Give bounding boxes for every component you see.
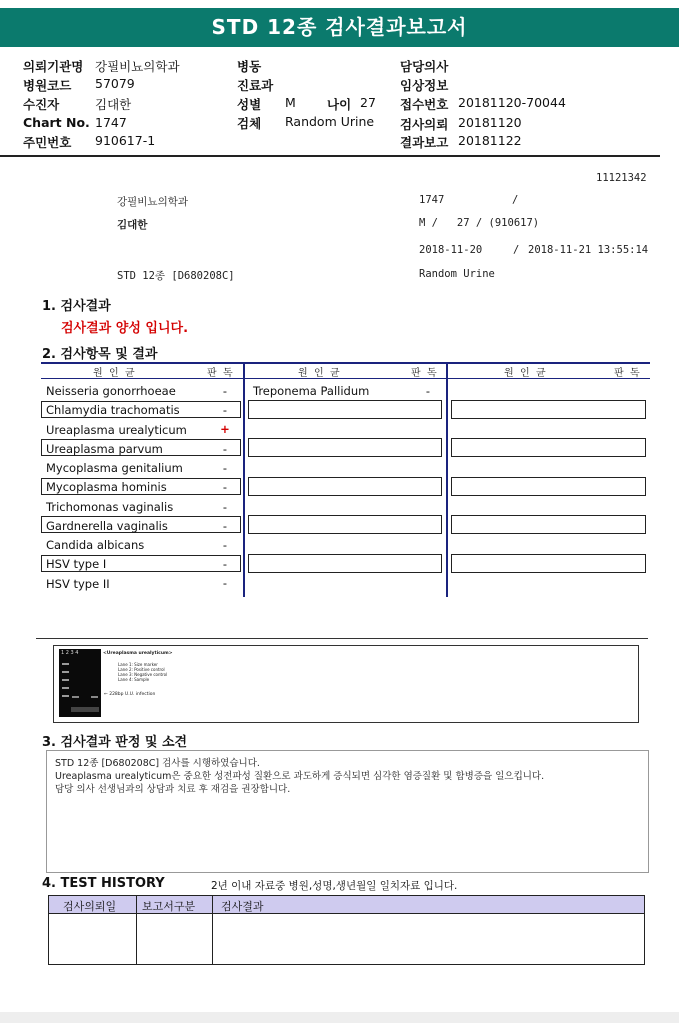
hdr-clinical-label: 임상정보 <box>400 78 449 93</box>
gel-legend-line: Lane 3: Negative control <box>118 672 168 677</box>
hdr-patient-label: 수진자 <box>23 97 60 112</box>
gel-legend-line: Lane 1: Size marker <box>118 662 158 667</box>
hdr-report-label: 결과보고 <box>400 135 449 150</box>
organism-name: Chlamydia trachomatis <box>46 403 180 417</box>
info-patient: 김대한 <box>117 219 148 231</box>
empty-cell <box>248 438 442 457</box>
marker-band <box>62 679 69 681</box>
empty-cell <box>451 438 646 457</box>
organism-name: Mycoplasma hominis <box>46 480 167 494</box>
header-divider <box>0 155 660 157</box>
col-header-organism-1: 원 인 균 <box>93 368 135 379</box>
history-col-result: 검사결과 <box>221 900 264 913</box>
history-note: 2년 이내 자료중 병원,성명,생년월일 일치자료 입니다. <box>211 880 458 892</box>
info-slash: / <box>512 194 519 206</box>
hdr-code-label: 병원코드 <box>23 78 72 93</box>
hdr-rrn-label: 주민번호 <box>23 135 72 150</box>
primer-dimer <box>71 707 99 712</box>
empty-cell <box>451 477 646 496</box>
info-date-received: 2018-11-20 <box>419 244 483 256</box>
gel-legend-line: Lane 2: Positive control <box>118 667 165 672</box>
organism-name: Trichomonas vaginalis <box>46 500 174 514</box>
gel-image-frame <box>53 645 639 723</box>
history-table-header <box>49 896 644 914</box>
organism-name: Treponema Pallidum <box>253 384 370 398</box>
organism-result: - <box>222 461 228 475</box>
hdr-chart-value: 1747 <box>95 115 127 130</box>
empty-cell <box>451 515 646 534</box>
history-col-report-type: 보고서구분 <box>142 900 196 913</box>
report-title: STD 12종 검사결과보고서 <box>0 8 679 47</box>
info-hospital: 강필비뇨의학과 <box>117 196 189 208</box>
organism-result: - <box>222 576 228 590</box>
info-specimen: Random Urine <box>419 268 495 280</box>
organism-result-positive: + <box>220 422 230 436</box>
hdr-specimen-value: Random Urine <box>285 114 375 129</box>
organism-result: - <box>222 480 228 494</box>
gel-title: <Ureaplasma urealyticum> <box>103 651 173 656</box>
organism-name-positive: Ureaplasma urealyticum <box>46 423 187 437</box>
info-sex-age: M / 27 / (910617) <box>419 217 540 229</box>
info-id: 11121342 <box>596 172 647 184</box>
sample-band <box>91 696 98 698</box>
section-1-title: 1. 검사결과 <box>42 299 111 314</box>
info-chart: 1747 <box>419 194 445 206</box>
empty-cell <box>451 400 646 419</box>
organism-name: Candida albicans <box>46 538 145 552</box>
organism-result: - <box>222 519 228 533</box>
empty-cell <box>248 554 442 573</box>
hdr-hospital-value: 강필비뇨의학과 <box>95 59 180 74</box>
hdr-chart-label: Chart No. <box>23 115 90 130</box>
info-date-reported: 2018-11-21 13:55:14 <box>528 244 649 256</box>
organism-result: - <box>222 557 228 571</box>
hdr-report-value: 20181122 <box>458 133 522 148</box>
col-header-result-1: 판 독 <box>207 368 233 379</box>
organism-result: - <box>222 442 228 456</box>
positive-control-band <box>72 696 79 698</box>
gel-section-divider <box>36 638 648 639</box>
opinion-line: Ureaplasma urealyticum은 중요한 성전파성 질환으로 과도하게 증식되면 심각한 염증질환 및 합병증을 일으킵니다. <box>55 771 545 782</box>
col-header-organism-2: 원 인 균 <box>298 368 340 379</box>
gel-band-label: ← 228bp U.U. infection <box>104 692 156 697</box>
hdr-sex-label: 성별 <box>237 97 262 112</box>
history-table <box>48 895 645 965</box>
info-date-slash: / <box>513 244 520 256</box>
organism-result: - <box>222 384 228 398</box>
hdr-accession-value: 20181120-70044 <box>458 95 566 110</box>
hdr-specimen-label: 검체 <box>237 116 262 131</box>
history-col-divider <box>212 896 213 964</box>
marker-band <box>62 663 69 665</box>
empty-cell <box>248 400 442 419</box>
organism-result: - <box>222 538 228 552</box>
gel-legend-line: Lane 4: Sample <box>118 677 150 682</box>
section-1-result: 검사결과 양성 입니다. <box>61 321 189 336</box>
organism-result: - <box>222 403 228 417</box>
hdr-age-label: 나이 <box>327 97 352 112</box>
organism-name: Ureaplasma parvum <box>46 442 163 456</box>
hdr-doctor-label: 담당의사 <box>400 59 449 74</box>
organism-name: Mycoplasma genitalium <box>46 461 183 475</box>
hdr-request-label: 검사의뢰 <box>400 117 449 132</box>
hdr-sex-value: M <box>285 95 296 110</box>
col-header-result-2: 판 독 <box>411 368 437 379</box>
organism-name: HSV type I <box>46 557 107 571</box>
marker-band <box>62 687 69 689</box>
history-col-divider <box>136 896 137 964</box>
hdr-patient-value: 김대한 <box>95 97 132 112</box>
opinion-line: STD 12종 [D680208C] 검사를 시행하였습니다. <box>55 758 260 769</box>
empty-cell <box>451 554 646 573</box>
section-3-title: 3. 검사결과 판정 및 소견 <box>42 735 188 750</box>
hdr-age-value: 27 <box>360 95 376 110</box>
info-test-name: STD 12종 [D680208C] <box>117 270 235 282</box>
opinion-box <box>46 750 649 873</box>
section-2-title: 2. 검사항목 및 결과 <box>42 347 158 362</box>
section-4-title: 4. TEST HISTORY <box>42 876 165 891</box>
gel-lane-numbers: 1 2 3 4 <box>61 650 79 656</box>
organism-name: Neisseria gonorrhoeae <box>46 384 176 398</box>
organism-name: Gardnerella vaginalis <box>46 519 168 533</box>
empty-cell <box>248 477 442 496</box>
organism-result: - <box>425 384 431 398</box>
results-grid-divider-1 <box>243 364 245 597</box>
hdr-ward-label: 병동 <box>237 59 262 74</box>
hdr-rrn-value: 910617-1 <box>95 133 156 148</box>
opinion-line: 담당 의사 선생님과의 상담과 치료 후 재검을 권장합니다. <box>55 784 291 795</box>
empty-cell <box>248 515 442 534</box>
organism-result: - <box>222 500 228 514</box>
results-grid-divider-2 <box>446 364 448 597</box>
hdr-accession-label: 접수번호 <box>400 97 449 112</box>
hdr-hospital-label: 의뢰기관명 <box>23 59 84 74</box>
organism-name: HSV type II <box>46 577 110 591</box>
marker-band <box>62 671 69 673</box>
gel-electrophoresis-image <box>59 649 101 717</box>
history-col-request-date: 검사의뢰일 <box>63 900 117 913</box>
hdr-dept-label: 진료과 <box>237 78 274 93</box>
col-header-result-3: 판 독 <box>614 368 640 379</box>
col-header-organism-3: 원 인 균 <box>504 368 546 379</box>
marker-band <box>62 695 69 697</box>
hdr-code-value: 57079 <box>95 76 135 91</box>
hdr-request-value: 20181120 <box>458 115 522 130</box>
